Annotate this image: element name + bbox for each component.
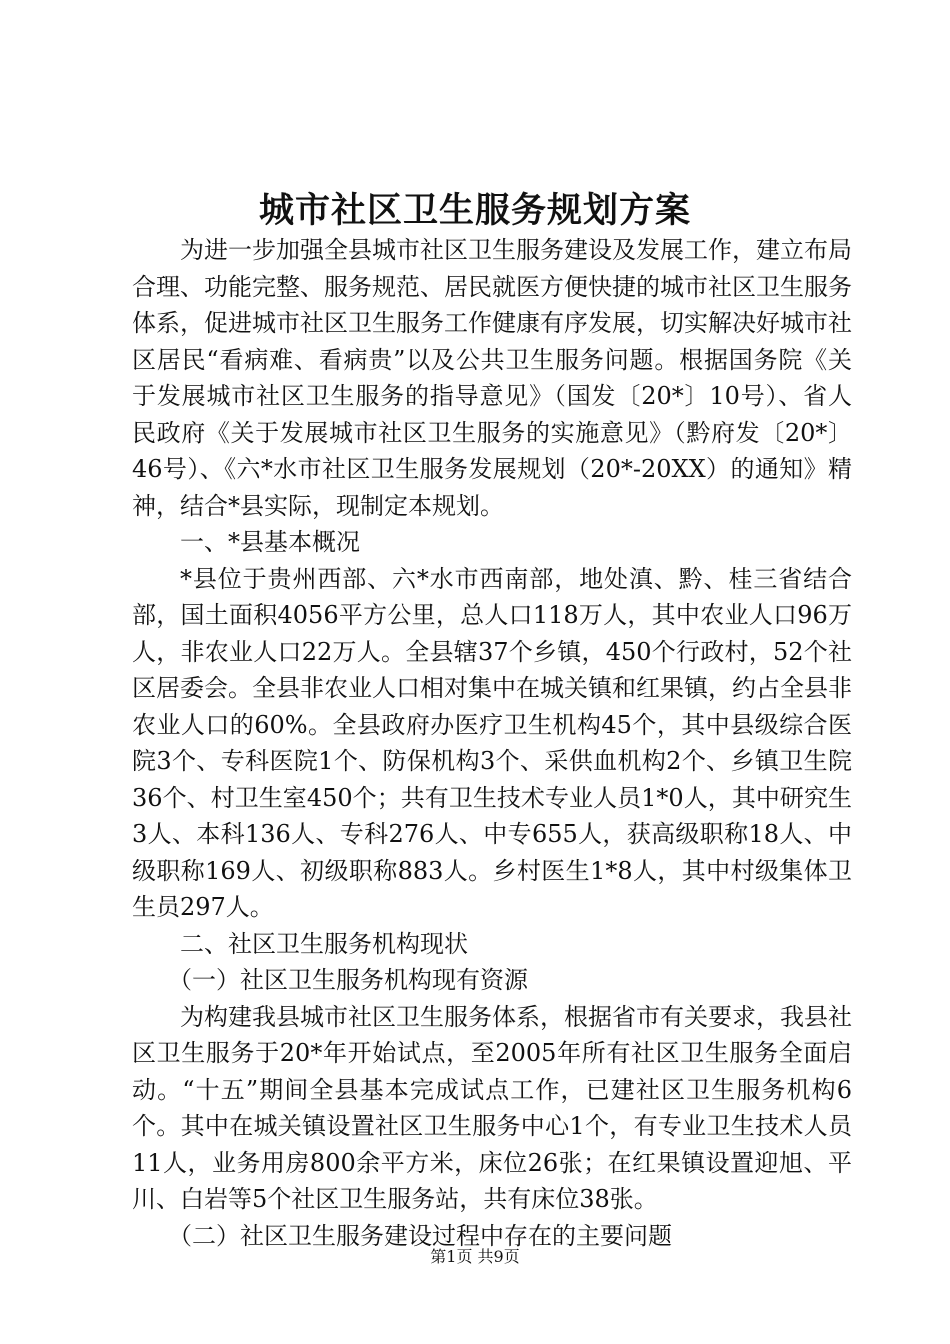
intro-paragraph: 为进一步加强全县城市社区卫生服务建设及发展工作，建立布局合理、功能完整、服务规范、居民就医方便快捷的城市社区卫生服务体系，促进城市社区卫生服务工作健康有序发展，切实解决好城市社区居民“看病难、看病贵”以及公共卫生服务问题。根据国务院《关于发展城市社区卫生服务的指导意见》（国发〔20*〕10号）、省人民政府《关于发展城市社区卫生服务的实施意见》（黔府发〔20*〕46号）、《六*水市社区卫生服务发展规划（20*-20XX）的通知》精神，结合*县实际，现制定本规划。 [132,236,852,520]
subsection-heading-1: （一）社区卫生服务机构现有资源 [168,966,528,994]
resources-paragraph: 为构建我县城市社区卫生服务体系，根据省市有关要求，我县社区卫生服务于20*年开始试点，至2005年所有社区卫生服务全面启动。“十五”期间全县基本完成试点工作，已建社区卫生服务机构6个。其中在城关镇设置社区卫生服务中心1个，有专业卫生技术人员11人，业务用房800余平方米，床位26张；在红果镇设置迎旭、平川、白岩等5个社区卫生服务站，共有床位38张。 [132,1002,852,1213]
document-title: 城市社区卫生服务规划方案 [258,190,691,231]
document-body [132,232,852,1254]
subsection-heading-2: （二）社区卫生服务建设过程中存在的主要问题 [168,1221,672,1250]
overview-paragraph: *县位于贵州西部、六*水市西南部，地处滇、黔、桂三省结合部，国土面积4056平方公里，总人口118万人，其中农业人口96万人，非农业人口22万人。全县辖37个乡镇，450个行政村，52个社区居委会。全县非农业人口相对集中在城关镇和红果镇，约占全县非农业人口的60%。全县政府办医疗卫生机构45个，其中县级综合医院3个、专科医院1个、防保机构3个、采供血机构2个、乡镇卫生院36个、村卫生室450个；共有卫生技术专业人员1*0人，其中研究生3人、本科136人、专科276人、中专655人，获高级职称18人、中级职称169人、初级职称883人。乡村医生1*8人，其中村级集体卫生员297人。 [132,564,852,921]
section-heading-2: 二、社区卫生服务机构现状 [180,929,468,958]
page-footer: 第1页 共9页 [430,1247,520,1266]
section-heading-1: 一、*县基本概况 [180,528,360,556]
